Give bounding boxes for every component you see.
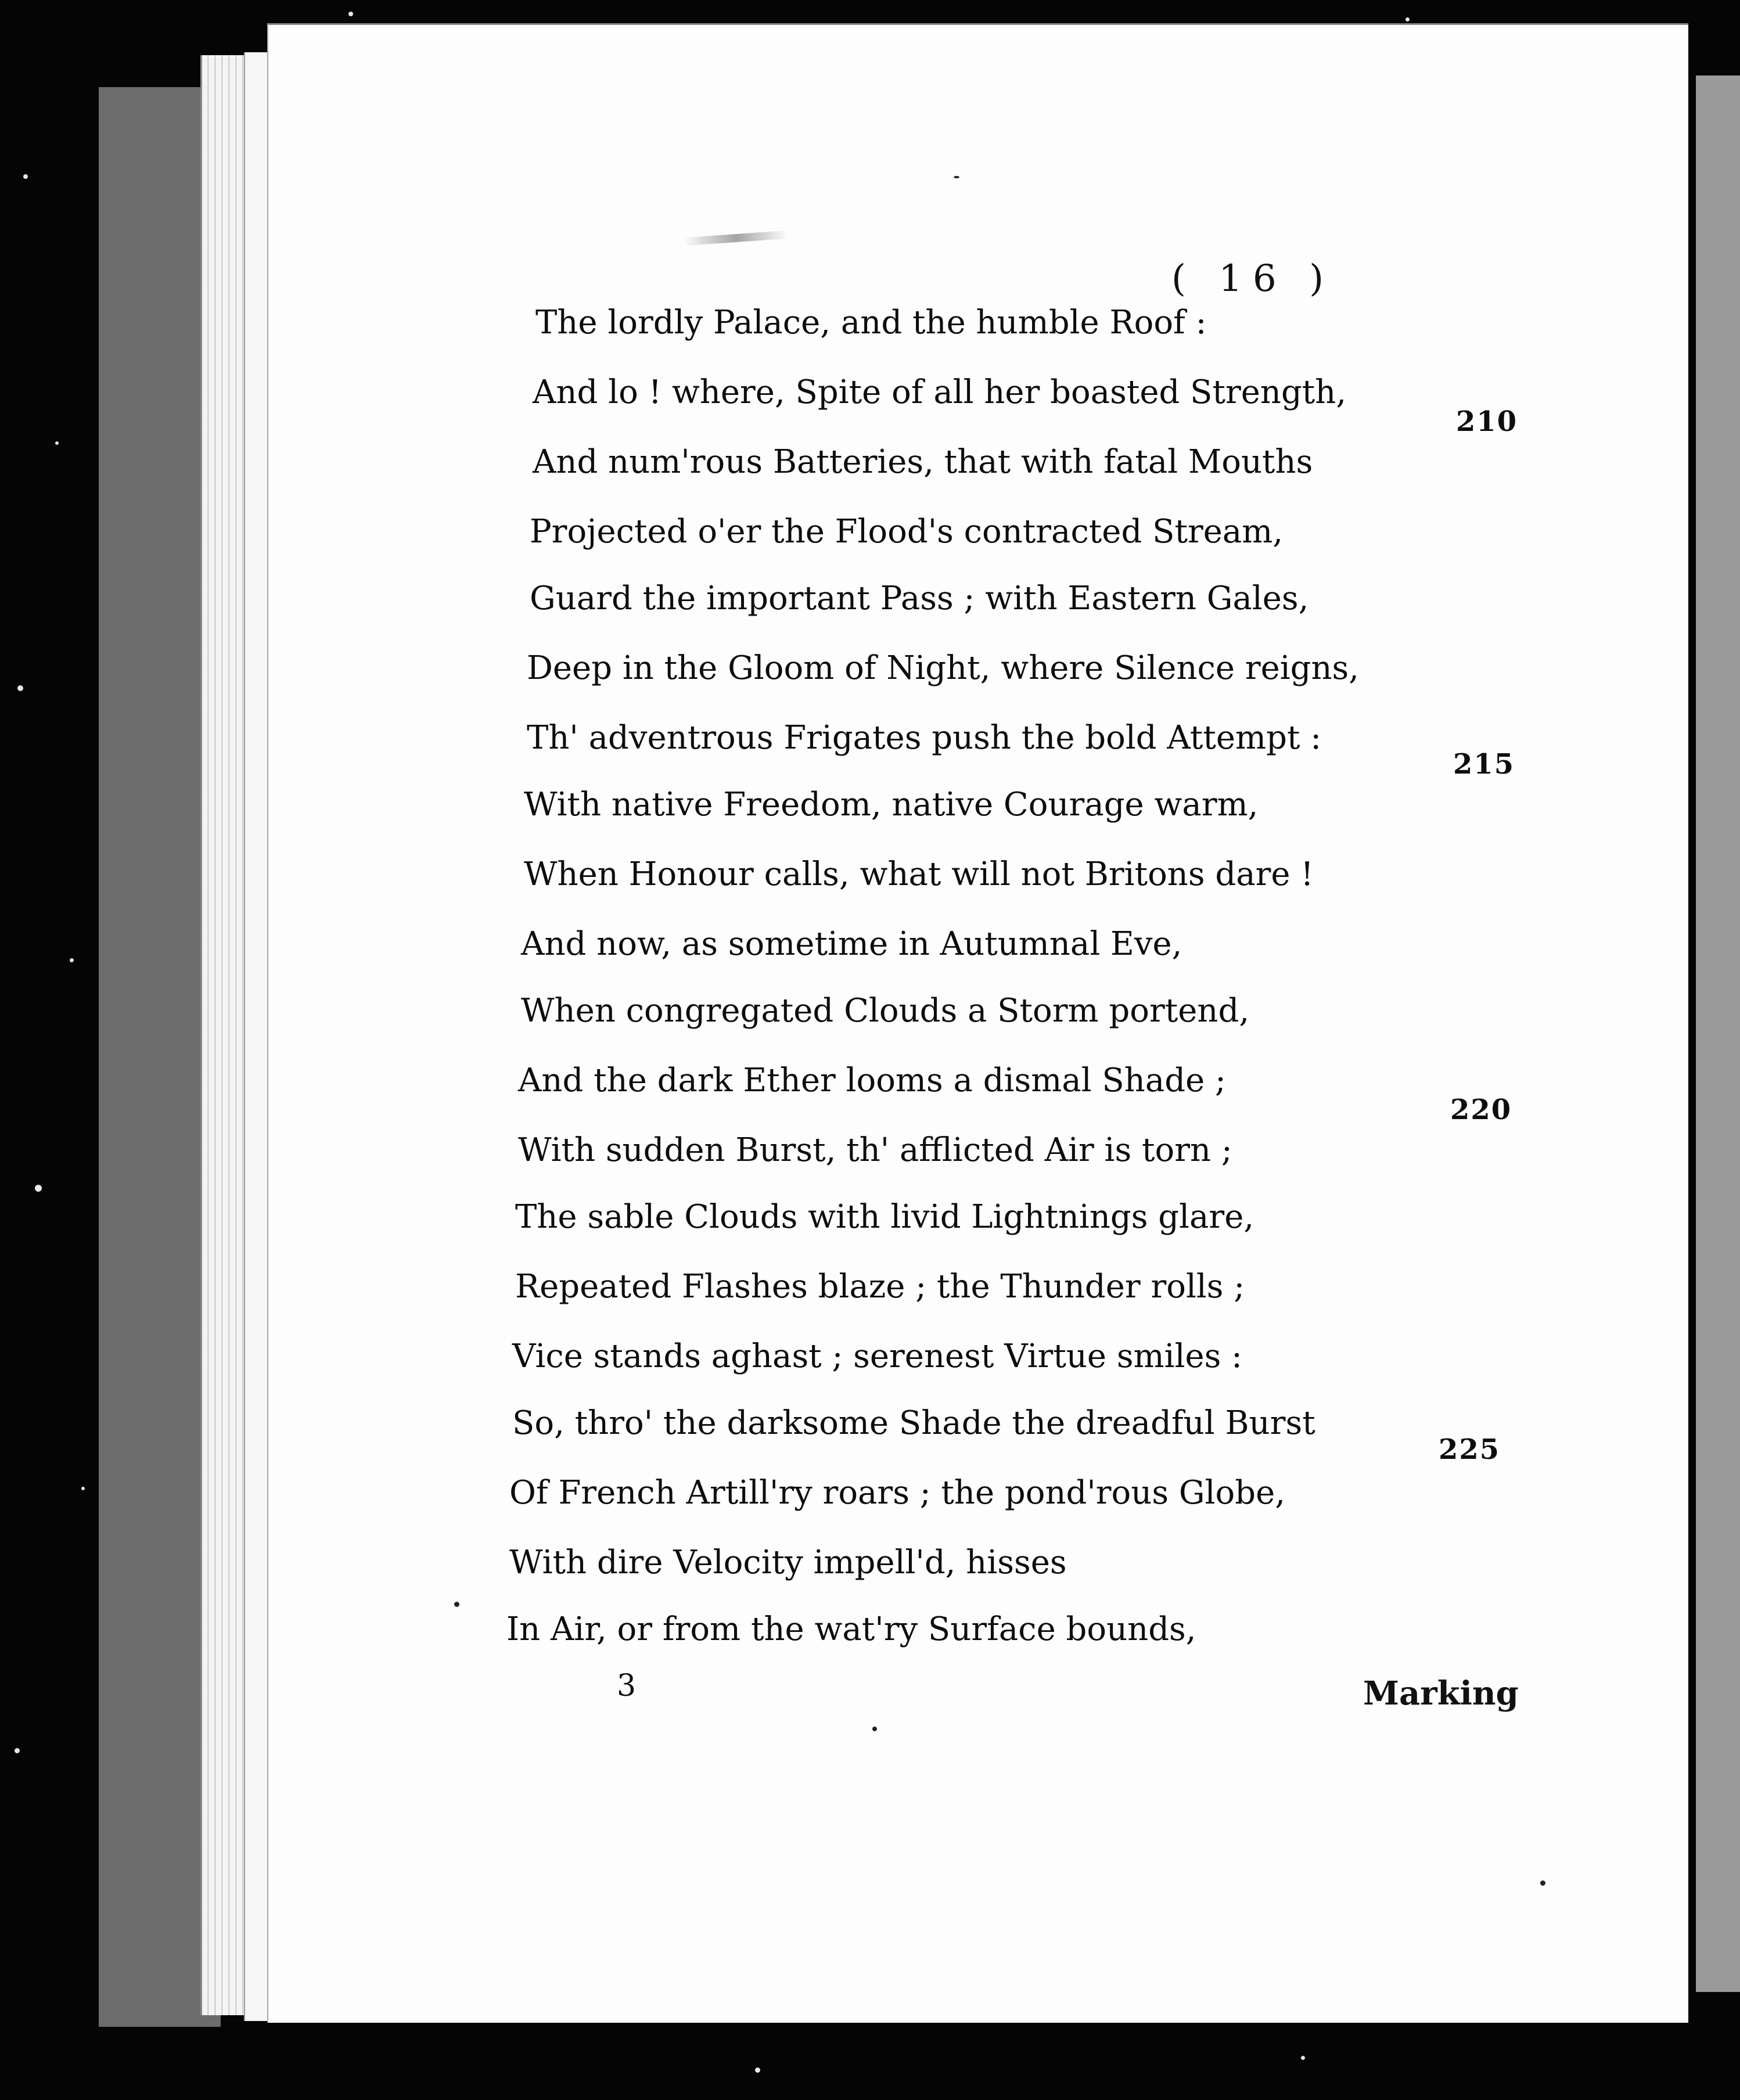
verse-line-15: Repeated Flashes blaze ; the Thunder rolls ; bbox=[515, 1268, 1245, 1306]
verse-line-3: And num'rous Batteries, that with fatal Mouths bbox=[533, 443, 1313, 481]
verse-line-12: And the dark Ether looms a dismal Shade ; bbox=[518, 1062, 1226, 1099]
verse-line-13: With sudden Burst, th' afflicted Air is torn ; bbox=[518, 1131, 1232, 1169]
line-number-210: 210 bbox=[1456, 405, 1518, 438]
dust-speck bbox=[348, 12, 353, 16]
catchword: Marking bbox=[1363, 1674, 1519, 1713]
verse-line-11: When congregated Clouds a Storm portend, bbox=[521, 992, 1250, 1030]
dust-speck bbox=[17, 685, 23, 691]
ink-dot bbox=[454, 1602, 459, 1607]
verse-line-17: So, thro' the darksome Shade the dreadful Burst bbox=[512, 1404, 1315, 1442]
verse-line-20: In Air, or from the wat'ry Surface bounds, bbox=[506, 1610, 1196, 1648]
ink-dot bbox=[954, 176, 959, 178]
verse-line-6: Deep in the Gloom of Night, where Silence reigns, bbox=[527, 649, 1360, 687]
book-cover-right bbox=[1696, 75, 1740, 1992]
verse-line-10: And now, as sometime in Autumnal Eve, bbox=[521, 925, 1182, 963]
dust-speck bbox=[755, 2067, 760, 2073]
ink-dot bbox=[872, 1727, 877, 1731]
page-number: ( 16 ) bbox=[1171, 257, 1335, 300]
verse-line-9: When Honour calls, what will not Britons dare ! bbox=[524, 855, 1314, 893]
verse-line-4: Projected o'er the Flood's contracted Stream, bbox=[530, 513, 1284, 551]
line-number-220: 220 bbox=[1450, 1094, 1512, 1126]
line-number-225: 225 bbox=[1439, 1433, 1501, 1466]
ink-dot bbox=[1540, 1880, 1545, 1886]
verse-line-16: Vice stands aghast ; serenest Virtue smiles : bbox=[512, 1337, 1243, 1375]
verse-line-2: And lo ! where, Spite of all her boasted Strength, bbox=[533, 373, 1347, 411]
dust-speck bbox=[81, 1487, 85, 1490]
verse-line-19: With dire Velocity impell'd, hisses bbox=[509, 1544, 1067, 1581]
dust-speck bbox=[70, 958, 74, 962]
dust-speck bbox=[1405, 17, 1410, 21]
dust-speck bbox=[1301, 2056, 1305, 2060]
dust-speck bbox=[23, 174, 28, 179]
verse-line-14: The sable Clouds with livid Lightnings glare, bbox=[515, 1198, 1254, 1236]
dust-speck bbox=[35, 1185, 42, 1192]
dust-speck bbox=[15, 1748, 20, 1753]
dust-speck bbox=[55, 441, 59, 445]
verse-line-8: With native Freedom, native Courage warm, bbox=[524, 786, 1259, 824]
verse-line-7: Th' adventrous Frigates push the bold Attempt : bbox=[527, 719, 1322, 757]
verse-line-1: The lordly Palace, and the humble Roof : bbox=[535, 304, 1207, 341]
verse-line-18: Of French Artill'ry roars ; the pond'rous Globe, bbox=[509, 1474, 1286, 1512]
ink-smudge bbox=[684, 231, 789, 246]
signature-mark: 3 bbox=[617, 1669, 637, 1703]
book-page bbox=[267, 23, 1688, 2023]
line-number-215: 215 bbox=[1453, 748, 1515, 781]
verse-line-5: Guard the important Pass ; with Eastern Gales, bbox=[530, 580, 1309, 617]
